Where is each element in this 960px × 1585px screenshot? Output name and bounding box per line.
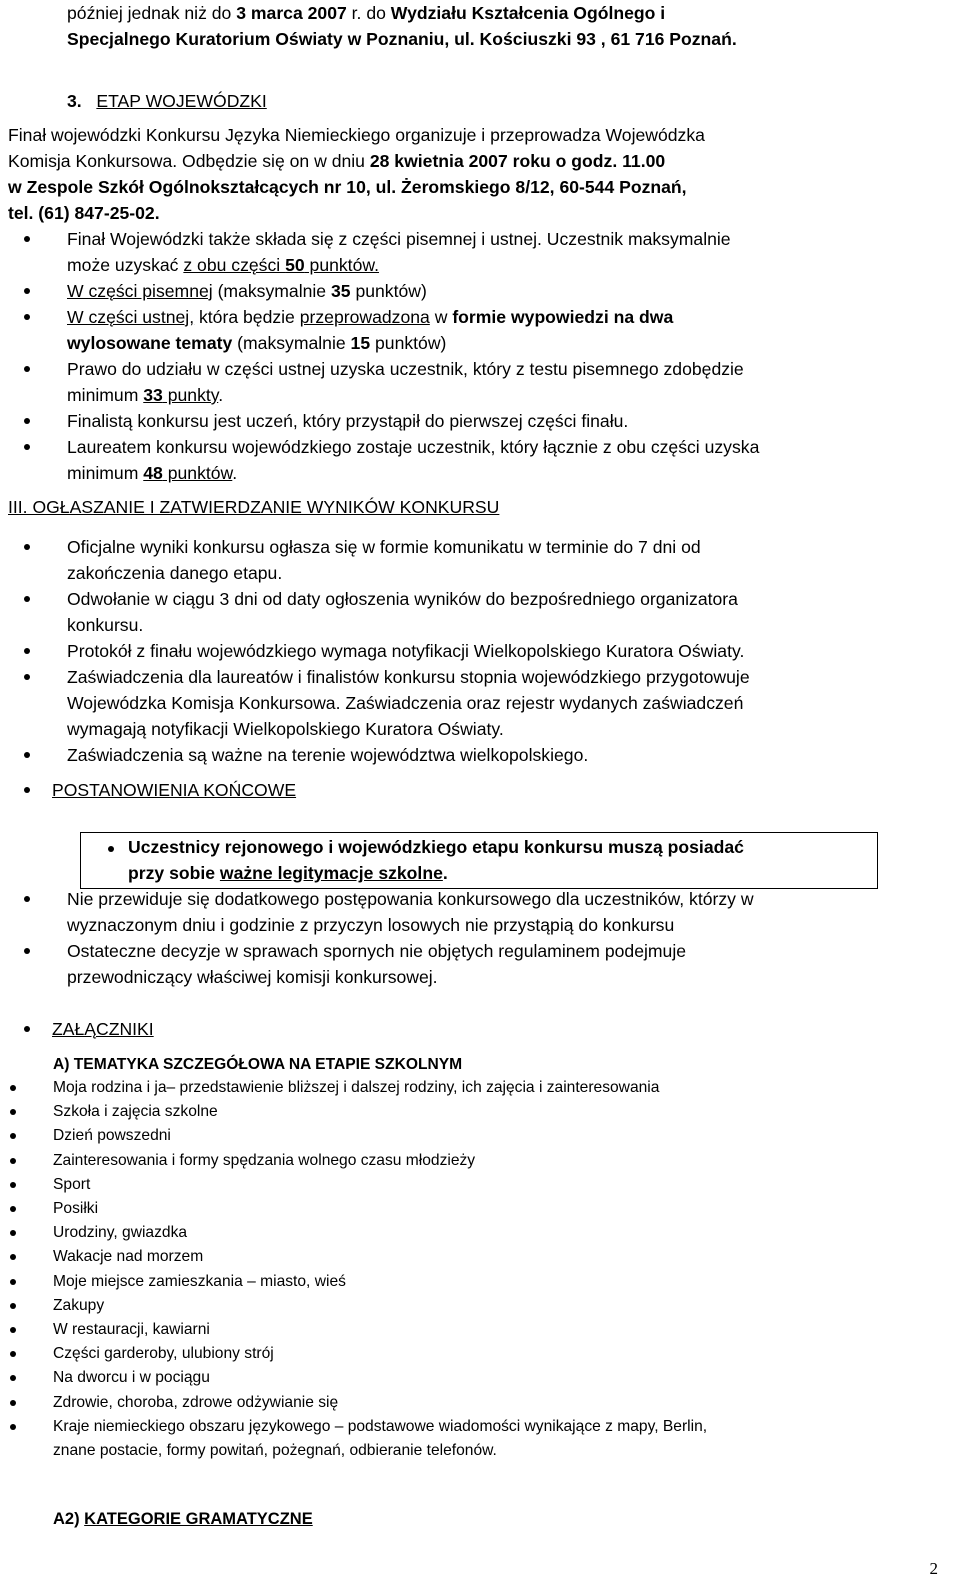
- list-item: Wakacje nad morzem: [0, 1245, 940, 1269]
- list-item-continuation: przewodniczący właściwej komisji konkursowej.: [67, 967, 438, 987]
- list-item: Zaświadczenia dla laureatów i finalistów konkursu stopnia wojewódzkiego przygotowuje: [0, 664, 930, 690]
- list-item: W części ustnej, która będzie przeprowadzona w formie wypowiedzi na dwa: [0, 304, 930, 330]
- list-item: Moja rodzina i ja– przedstawienie bliższej i dalszej rodziny, ich zajęcia i zainteresowania: [0, 1076, 940, 1100]
- stage3-heading: 3. ETAP WOJEWÓDZKI: [67, 91, 267, 111]
- list-item: Protokół z finału wojewódzkiego wymaga notyfikacji Wielkopolskiego Kuratora Oświaty.: [0, 638, 930, 664]
- annex-subheading-a: A) TEMATYKA SZCZEGÓŁOWA NA ETAPIE SZKOLNYM: [53, 1056, 463, 1073]
- list-item: Urodziny, gwiazdka: [0, 1221, 940, 1245]
- list-item: Ostateczne decyzje w sprawach spornych nie objętych regulaminem podejmuje: [0, 938, 930, 964]
- list-item: W restauracji, kawiarni: [0, 1318, 940, 1342]
- final-heading: POSTANOWIENIA KOŃCOWE: [0, 777, 930, 803]
- section3-list: [0, 534, 930, 768]
- list-item-continuation: Wojewódzka Komisja Konkursowa. Zaświadczenia oraz rejestr wydanych zaświadczeń: [67, 693, 744, 713]
- list-item-continuation: konkursu.: [67, 615, 144, 635]
- list-item: Części garderoby, ulubiony strój: [0, 1342, 940, 1366]
- list-item-continuation: minimum 33 punkty.: [67, 385, 224, 405]
- list-item: Oficjalne wyniki konkursu ogłasza się w formie komunikatu w terminie do 7 dni od: [0, 534, 930, 560]
- annex-subheading-a2: A2) KATEGORIE GRAMATYCZNE: [53, 1510, 313, 1528]
- stage3-p3: w Zespole Szkół Ogólnokształcących nr 10, ul. Żeromskiego 8/12, 60-544 Poznań,: [8, 177, 687, 197]
- list-item: Sport: [0, 1173, 940, 1197]
- list-item: Prawo do udziału w części ustnej uzyska uczestnik, który z testu pisemnego zdobędzie: [0, 356, 930, 382]
- requirement-box: [80, 832, 878, 889]
- list-item: Finalistą konkursu jest uczeń, który przystąpił do pierwszej części finału.: [0, 408, 930, 434]
- list-item: Zaświadczenia są ważne na terenie województwa wielkopolskiego.: [0, 742, 930, 768]
- intro-line-1: później jednak niż do 3 marca 2007 r. do Wydziału Kształcenia Ogólnego i: [67, 3, 666, 23]
- list-item: W części pisemnej (maksymalnie 35 punktów): [0, 278, 930, 304]
- list-item-continuation: znane postacie, formy powitań, pożegnań, odbieranie telefonów.: [53, 1442, 497, 1460]
- list-item-continuation: zakończenia danego etapu.: [67, 563, 283, 583]
- final-heading-list: [0, 777, 930, 803]
- list-item: Szkoła i zajęcia szkolne: [0, 1100, 940, 1124]
- stage3-bullets: [0, 226, 930, 486]
- list-item: Odwołanie w ciągu 3 dni od daty ogłoszenia wyników do bezpośredniego organizatora: [0, 586, 930, 612]
- list-item: Moje miejsce zamieszkania – miasto, wieś: [0, 1270, 940, 1294]
- page-number: 2: [929, 1559, 938, 1578]
- stage3-p4: tel. (61) 847-25-02.: [8, 203, 160, 223]
- list-item: Uczestnicy rejonowego i wojewódzkiego etapu konkursu muszą posiadać: [81, 834, 877, 860]
- list-item: Posiłki: [0, 1197, 940, 1221]
- section3-heading: III. OGŁASZANIE I ZATWIERDZANIE WYNIKÓW KONKURSU: [8, 497, 500, 517]
- annex-heading-list: [0, 1016, 930, 1042]
- annex-heading: ZAŁĄCZNIKI: [0, 1016, 930, 1042]
- list-item-continuation: minimum 48 punktów.: [67, 463, 238, 483]
- list-item: Zainteresowania i formy spędzania wolnego czasu młodzieży: [0, 1149, 940, 1173]
- list-item-continuation: wylosowane tematy (maksymalnie 15 punktów): [67, 333, 447, 353]
- list-item: Finał Wojewódzki także składa się z części pisemnej i ustnej. Uczestnik maksymalnie: [0, 226, 930, 252]
- topics-list: [0, 1076, 940, 1463]
- stage3-p1: Finał wojewódzki Konkursu Języka Niemieckiego organizuje i przeprowadza Wojewódzka: [8, 125, 705, 145]
- list-item-continuation: przy sobie ważne legitymacje szkolne.: [128, 863, 448, 883]
- list-item: Nie przewiduje się dodatkowego postępowania konkursowego dla uczestników, którzy w: [0, 886, 930, 912]
- list-item-continuation: wyznaczonym dniu i godzinie z przyczyn losowych nie przystąpią do konkursu: [67, 915, 675, 935]
- list-item: Zdrowie, choroba, zdrowe odżywianie się: [0, 1391, 940, 1415]
- final-list: [0, 886, 930, 990]
- list-item-continuation: wymagają notyfikacji Wielkopolskiego Kuratora Oświaty.: [67, 719, 504, 739]
- list-item: Kraje niemieckiego obszaru językowego – podstawowe wiadomości wynikające z mapy, Berlin,: [0, 1415, 940, 1439]
- list-item-continuation: może uzyskać z obu części 50 punktów.: [67, 255, 379, 275]
- list-item: Dzień powszedni: [0, 1124, 940, 1148]
- intro-line-2: Specjalnego Kuratorium Oświaty w Poznaniu, ul. Kościuszki 93 , 61 716 Poznań.: [67, 29, 737, 49]
- list-item: Laureatem konkursu wojewódzkiego zostaje uczestnik, który łącznie z obu części uzyska: [0, 434, 930, 460]
- list-item: Zakupy: [0, 1294, 940, 1318]
- list-item: Na dworcu i w pociągu: [0, 1366, 940, 1390]
- stage3-p2: Komisja Konkursowa. Odbędzie się on w dniu 28 kwietnia 2007 roku o godz. 11.00: [8, 151, 666, 171]
